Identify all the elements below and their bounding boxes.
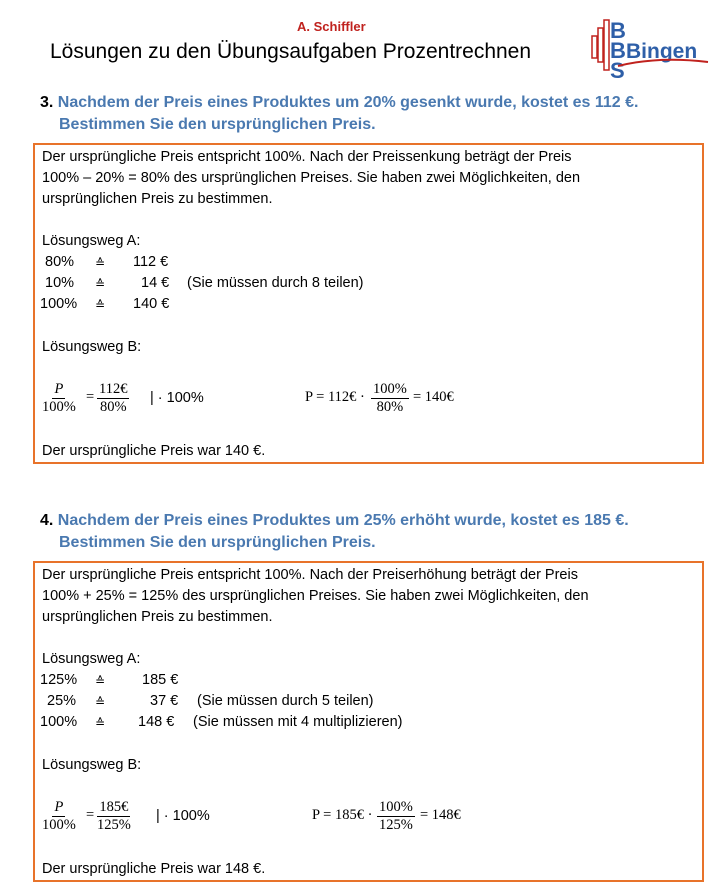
task3-multiply-note: | · 100%	[150, 390, 204, 406]
task3-para-line3: ursprünglichen Preis zu bestimmen.	[42, 191, 273, 207]
task4-multiply-note: | · 100%	[156, 808, 210, 824]
corresponds-symbol: ≙	[95, 695, 106, 709]
fraction-numerator: 100%	[379, 799, 413, 815]
task4-fraction-p	[42, 799, 76, 834]
task3-para-line2: 100% – 20% = 80% des ursprünglichen Preises. Sie haben zwei Möglichkeiten, den	[42, 170, 581, 186]
row-value: 140 €	[133, 296, 170, 312]
task3-way-a-label: Lösungsweg A:	[42, 233, 141, 249]
page-title: Lösungen zu den Übungsaufgaben Prozentrechnen	[50, 40, 532, 63]
row-note: (Sie müssen durch 8 teilen)	[187, 275, 364, 291]
logo-letter-b1: B	[610, 18, 626, 43]
task4-number: 4.	[40, 512, 54, 529]
logo-letter-b2: B	[610, 38, 626, 63]
row-value: 148 €	[138, 714, 175, 730]
task3-formula-right: = 140€	[413, 389, 454, 405]
task3-fraction-value	[97, 381, 129, 416]
logo-letter-s: S	[610, 58, 625, 80]
task3-question-line1: Nachdem der Preis eines Produktes um 20% gesenkt wurde, kostet es 112 €.	[57, 94, 639, 111]
row-note: (Sie müssen durch 5 teilen)	[197, 693, 374, 709]
task4-formula-fraction	[377, 799, 415, 834]
task3-fraction-p	[42, 381, 76, 416]
row-value: 185 €	[142, 672, 179, 688]
fraction-numerator: P	[54, 381, 64, 397]
row-percent: 25%	[47, 693, 77, 709]
logo-building-icon	[592, 20, 609, 70]
corresponds-symbol: ≙	[95, 256, 106, 270]
task4-para-line3: ursprünglichen Preis zu bestimmen.	[42, 609, 273, 625]
task3-question-line2: Bestimmen Sie den ursprünglichen Preis.	[59, 116, 376, 133]
task4-question-line2: Bestimmen Sie den ursprünglichen Preis.	[59, 534, 376, 551]
fraction-numerator: 185€	[99, 799, 129, 815]
fraction-denominator: 125%	[97, 817, 131, 833]
fraction-denominator: 125%	[379, 817, 413, 833]
task3-formula-fraction	[371, 381, 409, 416]
row-percent: 100%	[40, 714, 78, 730]
row-value: 112 €	[133, 254, 169, 270]
task3-formula-left: P = 112€ ·	[305, 389, 365, 405]
task3-way-b-label: Lösungsweg B:	[42, 339, 142, 355]
logo-word: Bingen	[626, 40, 698, 63]
row-percent: 125%	[40, 672, 78, 688]
fraction-numerator: 112€	[99, 381, 128, 397]
fraction-numerator: 100%	[373, 381, 407, 397]
task4-question-line1: Nachdem der Preis eines Produktes um 25% erhöht wurde, kostet es 185 €.	[57, 512, 629, 529]
task3-para-line1: Der ursprüngliche Preis entspricht 100%. Nach der Preissenkung beträgt der Preis	[42, 149, 572, 165]
row-note: (Sie müssen mit 4 multiplizieren)	[193, 714, 403, 730]
fraction-denominator: 80%	[376, 399, 404, 415]
task4-fraction-value	[97, 799, 131, 834]
task3-result: Der ursprüngliche Preis war 140 €.	[42, 443, 266, 459]
fraction-denominator: 100%	[42, 817, 76, 833]
fraction-numerator: P	[54, 799, 64, 815]
fraction-denominator: 100%	[42, 399, 76, 415]
task4-way-a-label: Lösungsweg A:	[42, 651, 141, 667]
task4-formula-right: = 148€	[420, 807, 461, 823]
task4-solution-box	[33, 561, 704, 882]
row-percent: 10%	[45, 275, 75, 291]
task3-solution-box	[33, 143, 704, 464]
row-percent: 100%	[40, 296, 78, 312]
corresponds-symbol: ≙	[95, 716, 106, 730]
task3-heading	[40, 92, 639, 136]
task4-para-line1: Der ursprüngliche Preis entspricht 100%. Nach der Preiserhöhung beträgt der Preis	[42, 567, 578, 583]
task4-result: Der ursprüngliche Preis war 148 €.	[42, 861, 266, 877]
row-value: 14 €	[141, 275, 170, 291]
bbs-bingen-logo	[588, 16, 710, 80]
equals-sign: =	[86, 807, 95, 823]
equals-sign: =	[86, 389, 95, 405]
fraction-denominator: 80%	[99, 399, 127, 415]
author-name: A. Schiffler	[297, 19, 366, 34]
task4-way-b-label: Lösungsweg B:	[42, 757, 142, 773]
task3-number: 3.	[40, 94, 54, 111]
row-value: 37 €	[150, 693, 179, 709]
task4-heading	[40, 510, 629, 554]
corresponds-symbol: ≙	[95, 298, 106, 312]
corresponds-symbol: ≙	[95, 674, 106, 688]
task4-formula-left: P = 185€ ·	[312, 807, 373, 823]
corresponds-symbol: ≙	[95, 277, 106, 291]
row-percent: 80%	[45, 254, 75, 270]
task4-para-line2: 100% + 25% = 125% des ursprünglichen Preises. Sie haben zwei Möglichkeiten, den	[42, 588, 589, 604]
